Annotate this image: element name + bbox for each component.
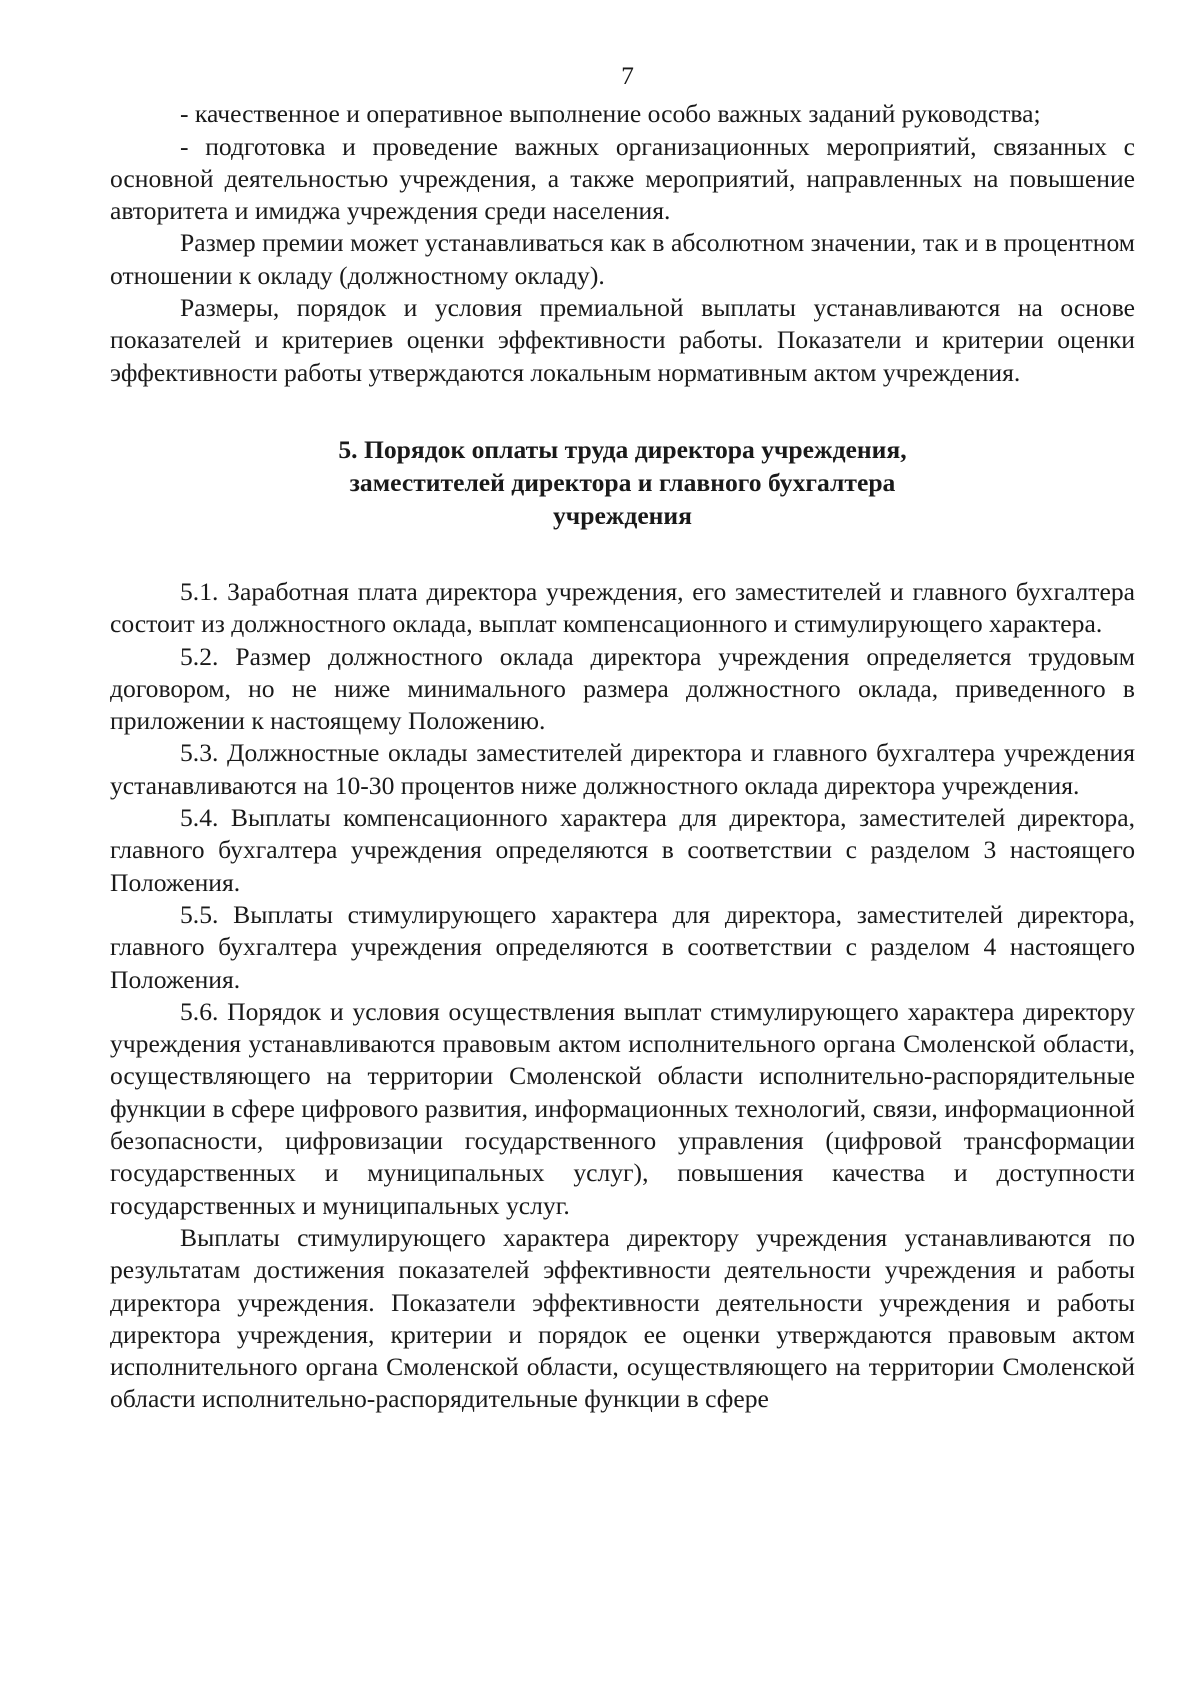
clause-5-6: 5.6. Порядок и условия осуществления выплат стимулирующего характера директору учреждения устанавливаются правовым актом исполнительного органа Смоленской области, осуществляющего на территории Смоленской области исполнительно-распорядительные функции в сфере цифрового развития, информационных технологий, связи, информационной безопасности, цифровизации государственного управления (цифровой трансформации государственных и муниципальных услуг), повышения качества и доступности государственных и муниципальных услуг. (110, 996, 1135, 1220)
clause-5-1: 5.1. Заработная плата директора учреждения, его заместителей и главного бухгалтера состоит из должностного оклада, выплат компенсационного и стимулирующего характера. (110, 576, 1135, 639)
section-heading (110, 433, 1135, 532)
list-item: - качественное и оперативное выполнение особо важных заданий руководства; (180, 99, 1041, 129)
list-item: - подготовка и проведение важных организационных мероприятий, связанных с основной деятельностью учреждения, а также мероприятий, направленных на повышение авторитета и имиджа учреждения среди населения. (110, 131, 1135, 226)
clause-5-4: 5.4. Выплаты компенсационного характера для директора, заместителей директора, главного бухгалтера учреждения определяются в соответствии с разделом 3 настоящего Положения. (110, 803, 1135, 897)
clause-5-5: 5.5. Выплаты стимулирующего характера для директора, заместителей директора, главного бухгалтера учреждения определяются в соответствии с разделом 4 настоящего Положения. (110, 899, 1135, 994)
section-heading-line: учреждения (552, 500, 693, 530)
document-page (110, 60, 1135, 1416)
clause-5-2: 5.2. Размер должностного оклада директора учреждения определяется трудовым договором, но не ниже минимального размера должностного оклада, приведенного в приложении к настоящему Положению. (110, 641, 1135, 736)
section-heading-line: 5. Порядок оплаты труда директора учреждения, (338, 434, 907, 464)
paragraph: Размер премии может устанавливаться как в абсолютном значении, так и в процентном отношении к окладу (должностному окладу). (110, 228, 1135, 290)
section-heading-line: заместителей директора и главного бухгалтера (349, 467, 896, 497)
paragraph: Выплаты стимулирующего характера директору учреждения устанавливаются по результатам достижения показателей эффективности деятельности учреждения и работы директора учреждения. Показатели эффективности деятельности учреждения и работы директора учреждения, критерии и порядок ее оценки утверждаются правовым актом исполнительного органа Смоленской области, осуществляющего на территории Смоленской области исполнительно-распорядительные функции в сфере (110, 1222, 1135, 1414)
page-number: 7 (621, 61, 634, 90)
clause-5-3: 5.3. Должностные оклады заместителей директора и главного бухгалтера учреждения устанавливаются на 10-30 процентов ниже должностного оклада директора учреждения. (110, 738, 1135, 800)
paragraph: Размеры, порядок и условия премиальной выплаты устанавливаются на основе показателей и критериев оценки эффективности работы. Показатели и критерии оценки эффективности работы утверждаются локальным нормативным актом учреждения. (110, 293, 1135, 387)
